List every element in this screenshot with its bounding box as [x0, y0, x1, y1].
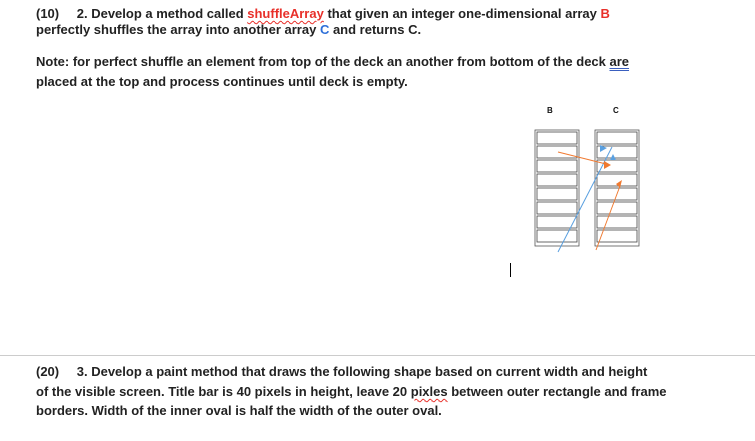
deck-b-cell — [537, 174, 577, 186]
deck-b-cell — [537, 230, 577, 242]
deck-c-cell — [597, 202, 637, 214]
q3-line3: borders. Width of the inner oval is half the width of the outer oval. — [36, 403, 442, 418]
deck-b-cell — [537, 146, 577, 158]
q3-points: (20) — [36, 364, 60, 379]
deck-b-cell — [537, 160, 577, 172]
deck-b — [535, 130, 579, 246]
q3-line2-pre: of the visible screen. Title bar is 40 pixels in height, leave 20 — [36, 384, 411, 399]
diagram-label-b: B — [547, 106, 553, 115]
q2-points: (10) — [36, 6, 60, 21]
q2-prefix: 2. Develop a method called — [76, 6, 248, 21]
note-line2: placed at the top and process continues until deck is empty. — [36, 74, 408, 89]
q3-line-1 — [36, 364, 647, 380]
q3-line1: 3. Develop a paint method that draws the following shape based on current width and height — [76, 364, 648, 379]
deck-b-cell — [537, 132, 577, 144]
diagram-label-c: C — [613, 106, 619, 115]
q3-line-3 — [36, 403, 442, 419]
q3-line-2 — [36, 384, 667, 400]
q2-middle: that given an integer one-dimensional array — [323, 6, 601, 21]
note-line1-pre: Note: for perfect shuffle an element from top of the deck an another from bottom of the deck — [36, 54, 610, 69]
q3-line2-post: between outer rectangle and frame — [447, 384, 667, 399]
q2-line2-pre: perfectly shuffles the array into another array — [36, 22, 320, 37]
q3-word-pixles: pixles — [410, 384, 448, 399]
deck-c-cell — [597, 132, 637, 144]
q2-line2-post: and returns C. — [329, 22, 422, 37]
deck-c-cell — [597, 160, 637, 172]
array-b-label: B — [600, 6, 610, 21]
deck-c-cell — [597, 216, 637, 228]
method-name-shufflearray: shuffleArray — [247, 6, 324, 21]
array-c-label: C — [319, 22, 330, 37]
note-word-are: are — [609, 54, 630, 69]
page-divider — [0, 355, 755, 356]
text-cursor — [510, 263, 511, 277]
deck-b-cell — [537, 202, 577, 214]
deck-b-cell — [537, 188, 577, 200]
